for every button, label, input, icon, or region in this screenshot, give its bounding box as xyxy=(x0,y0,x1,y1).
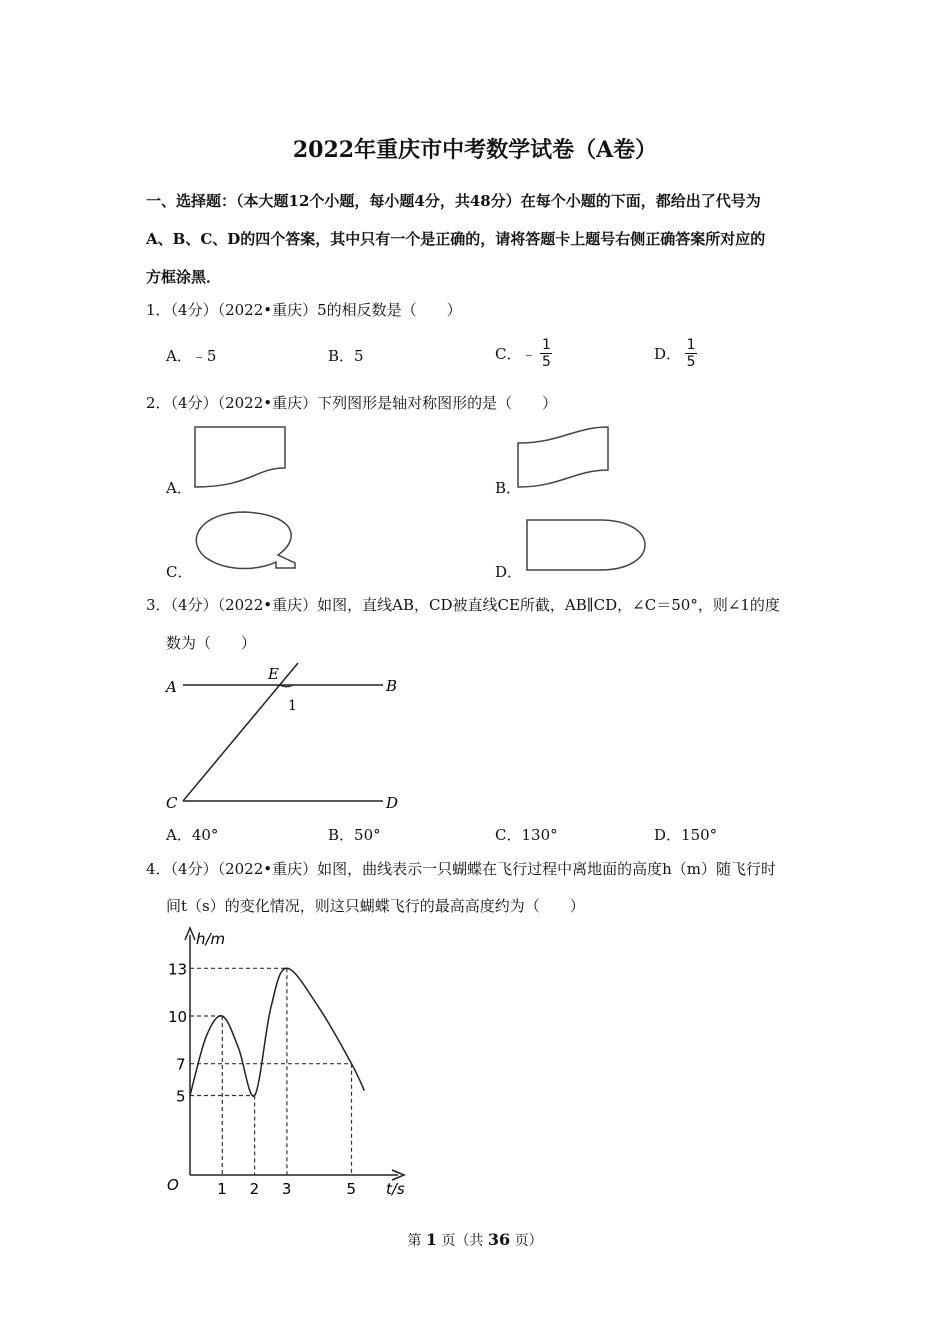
y-tick-5: 5 xyxy=(176,1087,186,1106)
footer-prefix: 第 xyxy=(407,1233,422,1249)
x-tick-5: 5 xyxy=(346,1180,357,1198)
q3-option-d: D．150° xyxy=(654,826,718,844)
section-heading-line3: 方框涂黑． xyxy=(146,268,222,286)
label-b: B xyxy=(386,677,398,695)
x-tick-1: 1 xyxy=(217,1180,227,1198)
section-heading-line1: 一、选择题：（本大题12个小题，每小题4分，共48分）在每个小题的下面，都给出了代号为 xyxy=(146,192,761,210)
q2-option-d: D． xyxy=(495,563,523,581)
label-a: A xyxy=(166,678,177,696)
q1-option-d-numerator: 1 xyxy=(686,337,696,353)
footer-suffix: 页） xyxy=(514,1233,543,1249)
q4-stem-line2: 间t（s）的变化情况，则这只蝴蝶飞行的最高高度约为（ ） xyxy=(166,897,585,915)
q1-option-a: A．﹣5 xyxy=(166,347,217,365)
footer-total-pages: 36 xyxy=(487,1230,511,1249)
footer-middle: 页（共 xyxy=(441,1233,484,1249)
q2-option-b: B． xyxy=(495,479,522,497)
q2-option-c: C． xyxy=(166,563,193,581)
footer-page-number: 1 xyxy=(425,1230,437,1249)
y-tick-13: 13 xyxy=(168,960,188,979)
page-footer xyxy=(0,1230,950,1250)
x-tick-3: 3 xyxy=(281,1180,292,1198)
q3-option-b: B．50° xyxy=(328,826,381,844)
q1-option-c-prefix: C．﹣ xyxy=(495,345,537,363)
x-axis-label: t/s xyxy=(386,1180,405,1198)
q3-option-c: C．130° xyxy=(495,826,558,844)
page-title: 2022年重庆市中考数学试卷（A卷） xyxy=(292,137,658,163)
q4-stem-line1: 4．（4分）（2022•重庆）如图，曲线表示一只蝴蝶在飞行过程中离地面的高度h（m）随飞行时 xyxy=(146,860,776,878)
y-axis-label: h/m xyxy=(196,930,226,948)
label-c: C xyxy=(166,794,178,812)
label-e: E xyxy=(268,665,279,683)
section-heading-line2: A、B、C、D的四个答案，其中只有一个是正确的，请将答题卡上题号右侧正确答案所对应的 xyxy=(146,230,766,248)
q3-option-a: A．40° xyxy=(166,826,219,844)
y-tick-10: 10 xyxy=(168,1008,188,1026)
height-curve xyxy=(190,968,364,1096)
origin-label: O xyxy=(167,1176,179,1194)
q1-option-c-denominator: 5 xyxy=(542,354,551,370)
q1-option-d-denominator: 5 xyxy=(686,354,696,370)
q1-option-c-numerator: 1 xyxy=(542,337,551,353)
q1-option-b: B．5 xyxy=(328,347,364,365)
q3-stem-line2: 数为（ ） xyxy=(166,634,257,652)
x-tick-2: 2 xyxy=(249,1180,260,1198)
q2-option-a: A． xyxy=(166,479,192,497)
q1-stem: 1．（4分）（2022•重庆）5的相反数是（ ） xyxy=(146,301,462,319)
q3-stem-line1: 3．（4分）（2022•重庆）如图，直线AB，CD被直线CE所截，AB∥CD，∠C＝50°，则∠1的度 xyxy=(146,596,780,614)
q1-option-d-prefix: D． xyxy=(654,345,682,363)
y-tick-7: 7 xyxy=(176,1055,186,1074)
label-angle-1: 1 xyxy=(288,698,297,714)
q2-stem: 2．（4分）（2022•重庆）下列图形是轴对称图形的是（ ） xyxy=(146,394,558,412)
label-d: D xyxy=(386,794,399,812)
